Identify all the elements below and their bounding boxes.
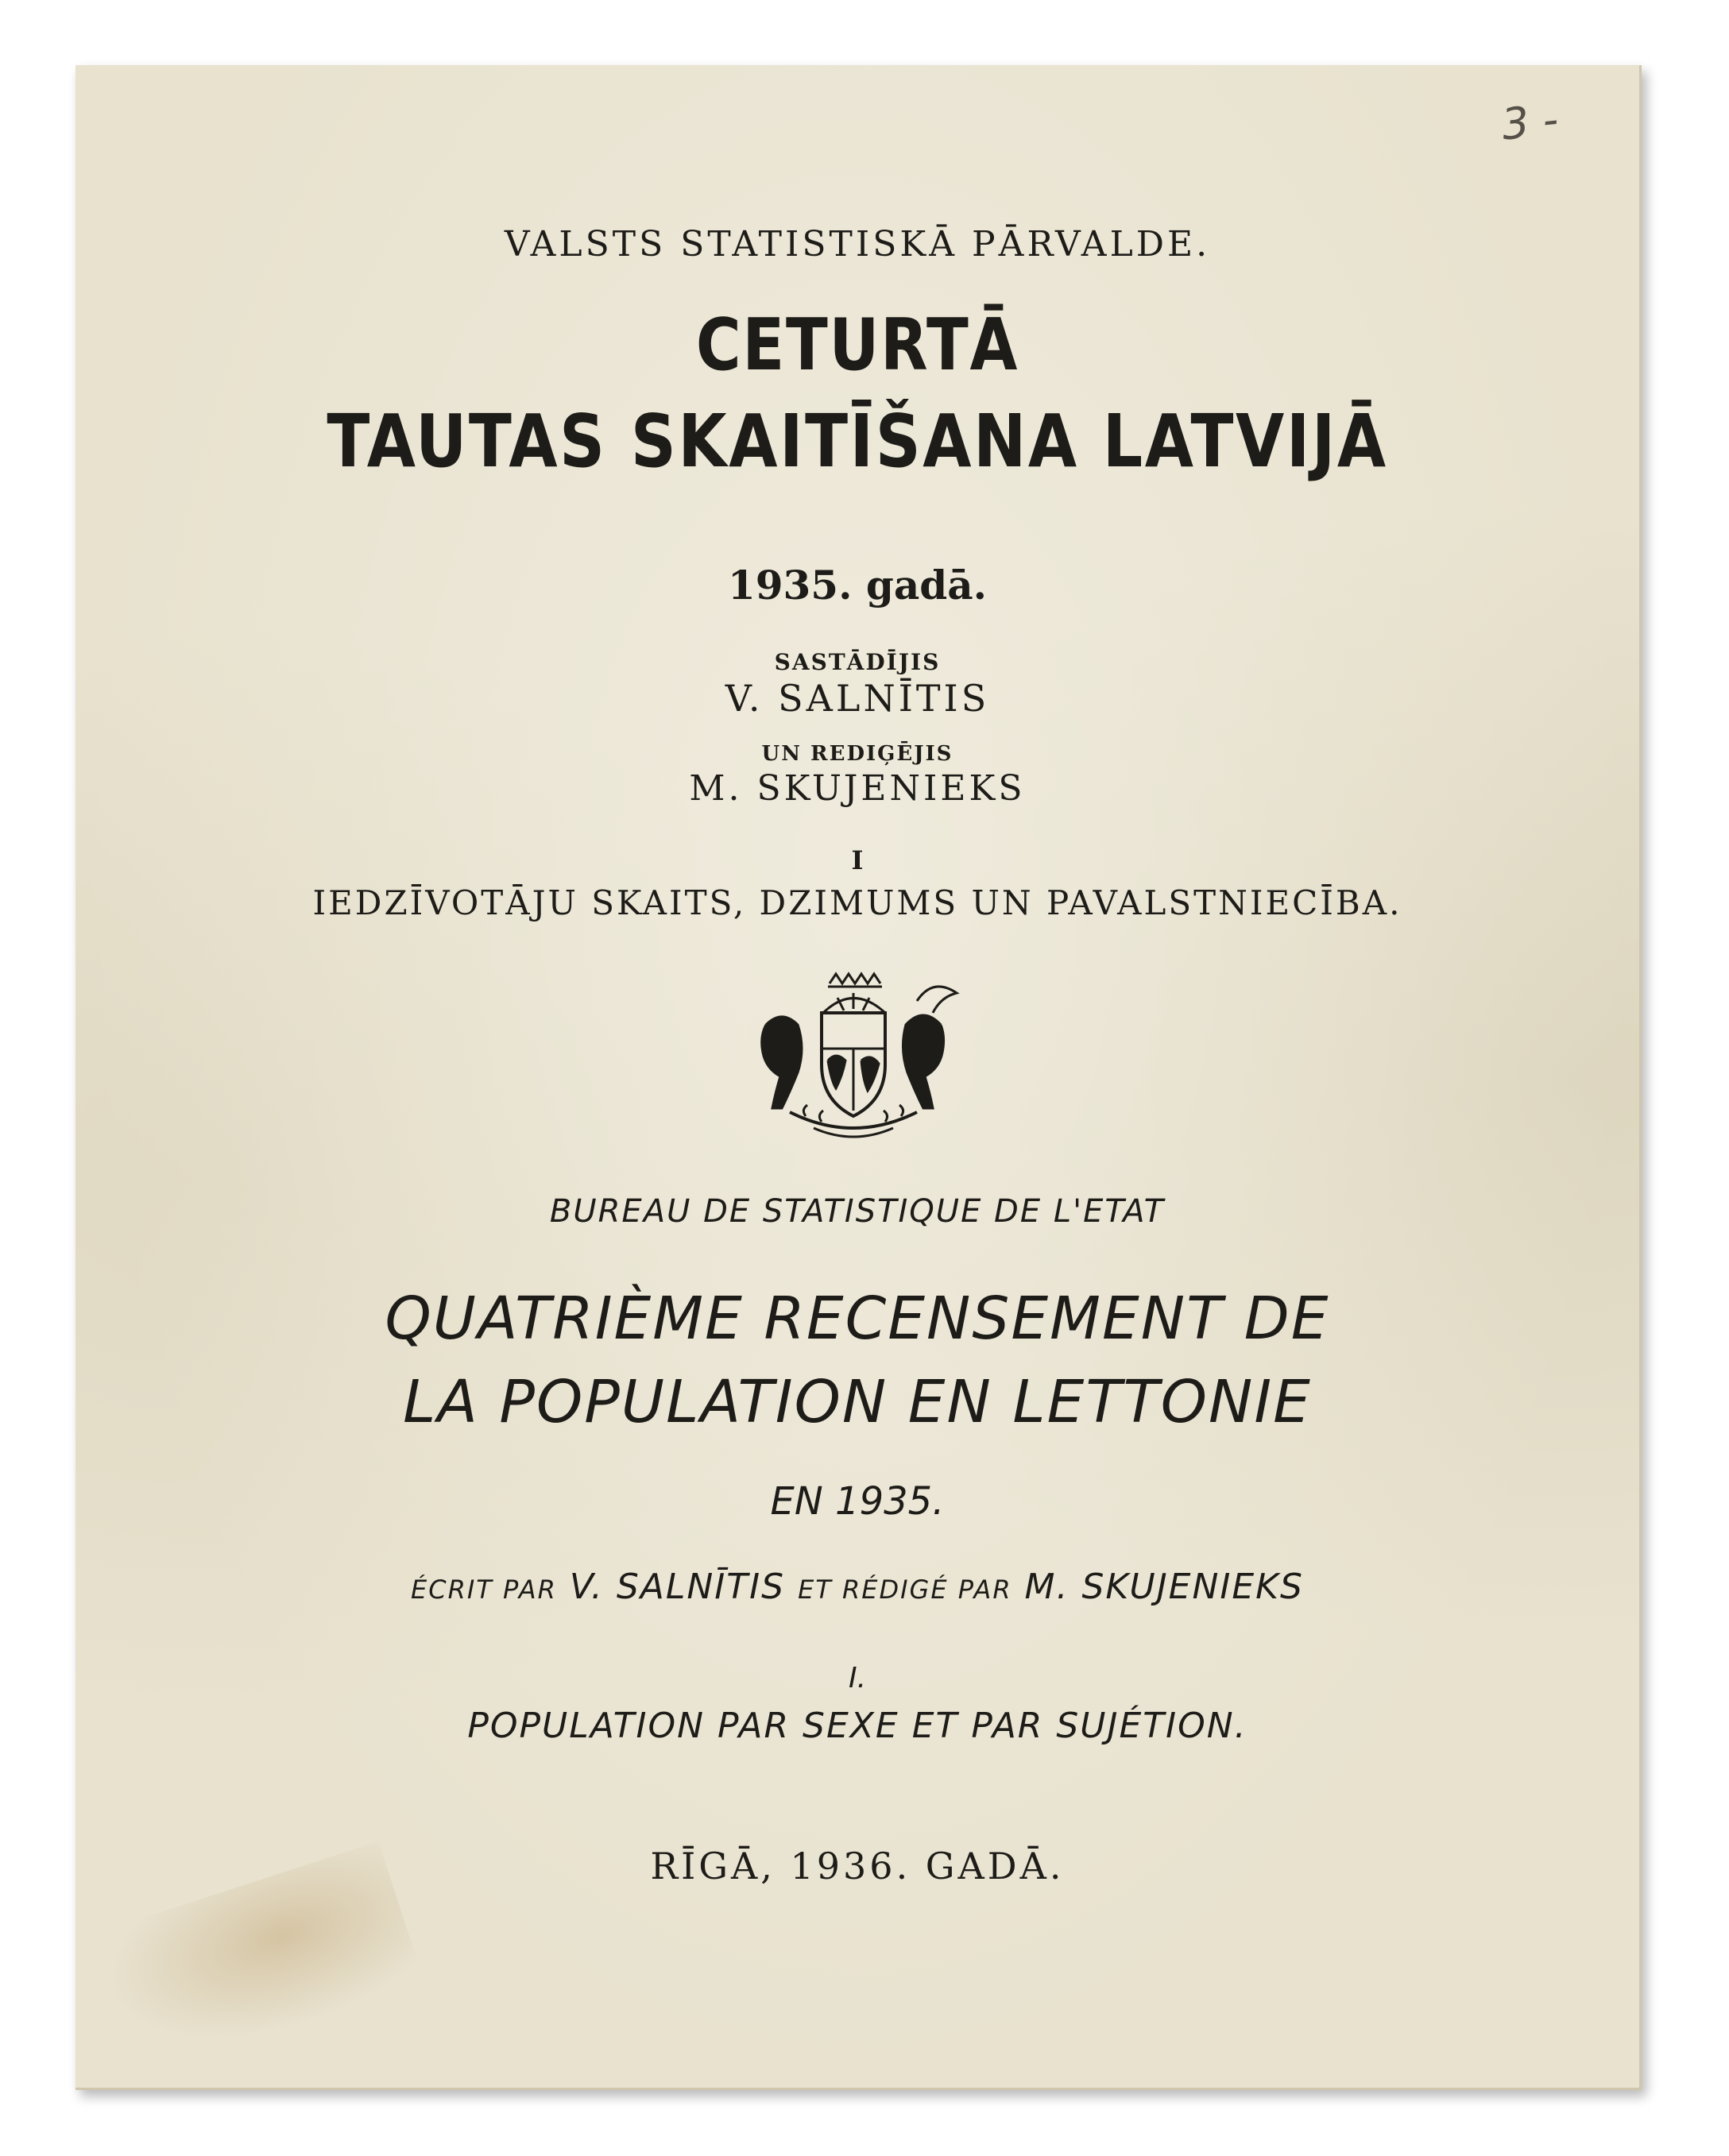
credits-french bbox=[75, 1567, 1639, 1607]
title-latvian-line1: CETURTĀ bbox=[695, 303, 1019, 387]
editor-french: M. SKUJENIEKS bbox=[1024, 1567, 1304, 1607]
edited-by-label: UN REDIĢĒJIS bbox=[761, 742, 953, 766]
book-cover bbox=[75, 65, 1642, 2090]
written-by-label: ÉCRIT PAR bbox=[411, 1574, 557, 1605]
agency-latvian: VALSTS STATISTISKĀ PĀRVALDE. bbox=[504, 224, 1211, 265]
volume-french: I. bbox=[848, 1662, 867, 1694]
latvian-coat-of-arms-icon bbox=[734, 969, 973, 1144]
editor-latvian: M. SKUJENIEKS bbox=[689, 768, 1026, 809]
compiler-latvian: V. SALNĪTIS bbox=[725, 677, 990, 720]
handwritten-corner-note: 3 - bbox=[1499, 94, 1561, 150]
compiler-french: V. SALNĪTIS bbox=[569, 1567, 786, 1607]
title-latvian-line2: TAUTAS SKAITĪŠANA LATVIJĀ bbox=[327, 399, 1388, 484]
imprint: RĪGĀ, 1936. GADĀ. bbox=[650, 1845, 1065, 1887]
edited-by-label-french: ET RÉDIGÉ PAR bbox=[798, 1574, 1012, 1605]
volume-latvian: I bbox=[851, 845, 864, 875]
title-french-line2: LA POPULATION EN LETTONIE bbox=[403, 1368, 1312, 1436]
title-french-line1: QUATRIÈME RECENSEMENT DE bbox=[385, 1285, 1330, 1353]
subject-french: POPULATION PAR SEXE ET PAR SUJÉTION. bbox=[467, 1706, 1247, 1746]
compiled-by-label: SASTĀDĪJIS bbox=[774, 649, 941, 675]
agency-french: BUREAU DE STATISTIQUE DE L'ETAT bbox=[549, 1193, 1166, 1230]
subject-latvian: IEDZĪVOTĀJU SKAITS, DZIMUMS UN PAVALSTNIECĪBA. bbox=[312, 883, 1402, 922]
year-latvian: 1935. gadā. bbox=[727, 562, 988, 609]
year-french: EN 1935. bbox=[770, 1479, 945, 1524]
